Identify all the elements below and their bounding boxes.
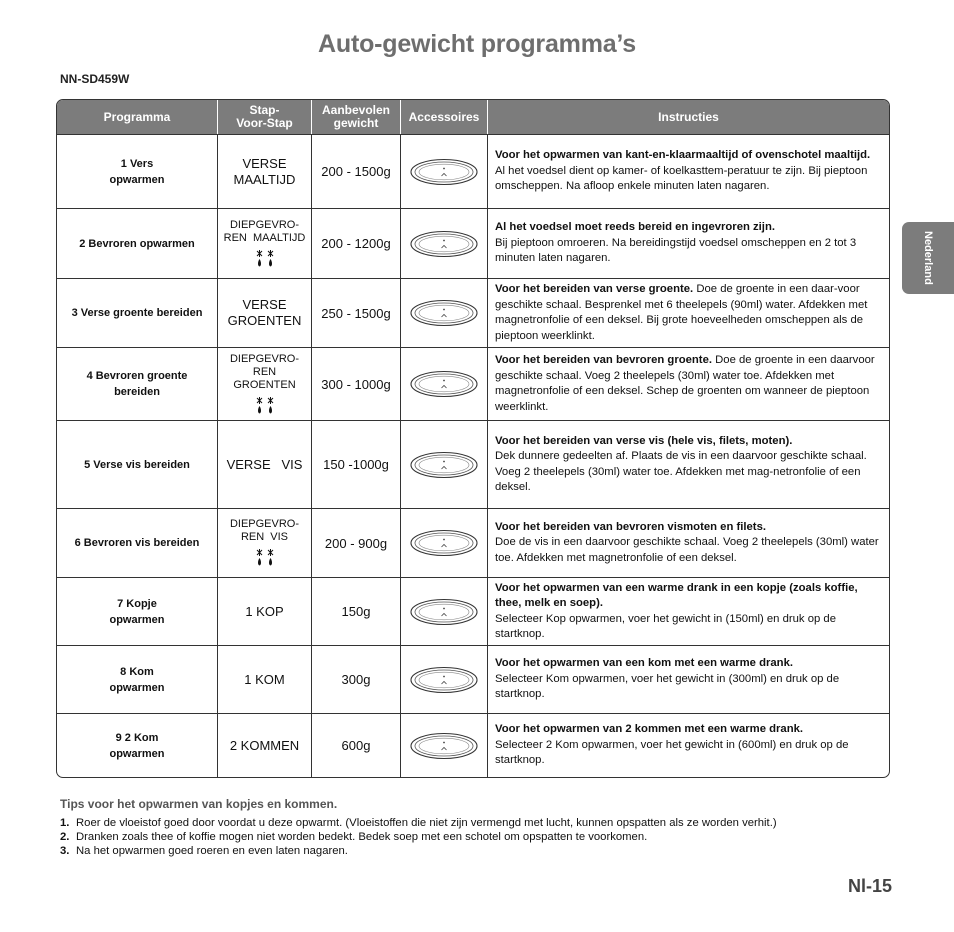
- weight-cell: [312, 713, 401, 777]
- instruction-cell: [488, 347, 889, 420]
- turntable-plate-icon: [409, 158, 479, 186]
- weight-cell: [312, 645, 401, 713]
- auto-weight-table: [56, 99, 890, 778]
- header-instructions: Instructies: [488, 100, 889, 134]
- step-label: DIEPGEVRO- REN GROENTEN: [229, 352, 300, 391]
- program-name: 3 Verse groente bereiden: [71, 307, 203, 319]
- step-cell: [218, 134, 312, 208]
- weight-value: 150g: [341, 604, 371, 619]
- instruction-cell: [488, 208, 889, 278]
- step-label: DIEPGEVRO- REN VIS: [229, 518, 300, 543]
- program-cell: [57, 577, 218, 645]
- weight-cell: [312, 420, 401, 508]
- step-label: 1 KOP: [245, 603, 284, 619]
- step-cell: [218, 208, 312, 278]
- step-label: 2 KOMMEN: [229, 737, 300, 753]
- header-step: Stap- Voor-Stap: [218, 100, 312, 134]
- step-cell: [218, 645, 312, 713]
- program-name: 4 Bevroren groente bereiden: [86, 370, 188, 398]
- turntable-plate-icon: [409, 230, 479, 258]
- header-weight: Aanbevolen gewicht: [312, 100, 401, 134]
- weight-cell: [312, 278, 401, 347]
- program-name: 8 Kom opwarmen: [109, 665, 165, 694]
- step-cell: [218, 508, 312, 577]
- instruction-cell: [488, 508, 889, 577]
- header-accessories: Accessoires: [401, 100, 488, 134]
- weight-cell: [312, 347, 401, 420]
- instruction-text: Dek dunnere gedeelten af. Plaats de vis in een daarvoor geschikte schaal. Voeg 2 theelepels (30ml) water toe. Afdekken met mag-netronfolie of een deksel.: [495, 450, 867, 493]
- instruction-heading: Voor het opwarmen van een kom met een warme drank.: [495, 657, 793, 670]
- program-cell: [57, 645, 218, 713]
- weight-value: 150 -1000g: [323, 457, 389, 472]
- page-number: Nl-15: [848, 876, 893, 896]
- program-name: 6 Bevroren vis bereiden: [74, 537, 200, 549]
- step-label: DIEPGEVRO- REN MAALTIJD: [223, 218, 306, 244]
- page-title: Auto-gewicht programma’s: [318, 30, 636, 58]
- instruction-text: Selecteer Kom opwarmen, voer het gewicht in (300ml) en druk op de startknop.: [495, 672, 840, 701]
- turntable-plate-icon: [409, 299, 479, 327]
- weight-value: 200 - 1200g: [321, 236, 391, 251]
- tip-item: 2. Dranken zoals thee of koffie mogen niet worden bedekt. Bedek soep met een schotel om opspatten te voorkomen.: [60, 831, 648, 843]
- weight-cell: [312, 208, 401, 278]
- program-cell: [57, 508, 218, 577]
- turntable-plate-icon: [409, 370, 479, 398]
- step-label: VERSE GROENTEN: [227, 297, 302, 328]
- weight-value: 200 - 900g: [324, 535, 388, 551]
- tip-item: 3. Na het opwarmen goed roeren en even laten nagaren.: [60, 845, 348, 857]
- weight-cell: [312, 134, 401, 208]
- weight-cell: [312, 508, 401, 577]
- frozen-droplets-icon: [254, 396, 276, 416]
- turntable-plate-icon: [409, 666, 479, 694]
- instruction-cell: [488, 420, 889, 508]
- program-cell: [57, 713, 218, 777]
- step-cell: [218, 347, 312, 420]
- program-cell: [57, 420, 218, 508]
- program-name: 9 2 Kom opwarmen: [109, 731, 165, 760]
- weight-value: 200 - 1500g: [321, 164, 391, 179]
- instruction-cell: [488, 577, 889, 645]
- accessory-cell: [401, 645, 488, 713]
- tips-list: [60, 816, 777, 858]
- instruction-heading: Voor het bereiden van bevroren groente.: [495, 354, 712, 366]
- accessory-cell: [401, 134, 488, 208]
- instruction-text: Doe de groente in een daarvoor geschikte schaal. Voeg 2 theelepels (30ml) water toe. Afdekken met magnetronfolie of een deksel. Schep de groenten om wanneer de pieptoon weerklinkt.: [495, 354, 875, 413]
- instruction-heading: Voor het opwarmen van kant-en-klaarmaaltijd of ovenschotel maaltijd.: [495, 149, 871, 162]
- weight-cell: [312, 577, 401, 645]
- program-cell: [57, 208, 218, 278]
- step-label: VERSE MAALTIJD: [233, 155, 296, 187]
- instruction-text: Doe de vis in een daarvoor geschikte schaal. Voeg 2 theelepels (30ml) water toe. Afdekken met magnetronfolie of een deksel.: [495, 536, 879, 564]
- instruction-heading: Voor het opwarmen van 2 kommen met een warme drank.: [495, 723, 804, 736]
- instruction-cell: [488, 713, 889, 777]
- frozen-droplets-icon: [254, 548, 276, 568]
- weight-value: 600g: [341, 738, 371, 753]
- instruction-heading: Voor het bereiden van verse groente.: [495, 283, 694, 295]
- step-cell: [218, 420, 312, 508]
- accessory-cell: [401, 420, 488, 508]
- program-name: 1 Vers opwarmen: [109, 157, 165, 186]
- program-name: 2 Bevroren opwarmen: [79, 237, 195, 250]
- instruction-text: Selecteer Kop opwarmen, voer het gewicht in (150ml) en druk op de startknop.: [495, 612, 836, 640]
- instruction-cell: [488, 645, 889, 713]
- accessory-cell: [401, 347, 488, 420]
- accessory-cell: [401, 577, 488, 645]
- instruction-text: Selecteer 2 Kom opwarmen, voer het gewicht in (600ml) en druk op de startknop.: [495, 738, 849, 767]
- step-label: 1 KOM: [244, 671, 285, 687]
- instruction-heading: Al het voedsel moet reeds bereid en ingevroren zijn.: [495, 221, 775, 234]
- accessory-cell: [401, 278, 488, 347]
- accessory-cell: [401, 713, 488, 777]
- instruction-text: Al het voedsel dient op kamer- of koelkasttem-peratuur te zijn. Bij pieptoon omscheppen. Na afloop enkele minuten laten nagaren.: [495, 164, 868, 193]
- model-number: NN-SD459W: [60, 72, 130, 86]
- accessory-cell: [401, 508, 488, 577]
- program-name: 7 Kopje opwarmen: [109, 597, 165, 626]
- step-cell: [218, 278, 312, 347]
- step-label: VERSE VIS: [226, 456, 303, 472]
- program-cell: [57, 347, 218, 420]
- program-cell: [57, 278, 218, 347]
- step-cell: [218, 713, 312, 777]
- turntable-plate-icon: [409, 598, 479, 626]
- tips-title: Tips voor het opwarmen van kopjes en kommen.: [60, 797, 338, 811]
- program-name: 5 Verse vis bereiden: [84, 458, 190, 471]
- instruction-cell: [488, 278, 889, 347]
- frozen-droplets-icon: [254, 249, 276, 269]
- instruction-heading: Voor het opwarmen van een warme drank in een kopje (zoals koffie, thee, melk en soep).: [495, 581, 858, 609]
- turntable-plate-icon: [409, 732, 479, 760]
- weight-value: 300 - 1000g: [321, 376, 391, 392]
- instruction-heading: Voor het bereiden van verse vis (hele vis, filets, moten).: [495, 434, 793, 447]
- header-program: Programma: [57, 100, 218, 134]
- weight-value: 300g: [341, 672, 371, 687]
- instruction-text: Doe de groente in een daar-voor geschikte schaal. Besprenkel met 6 theelepels (90ml) water. Afdekken met magnetronfolie of een deksel. Bij grote hoeveelheden omscheppen als de pieptoon weerklinkt.: [495, 283, 868, 342]
- turntable-plate-icon: [409, 529, 479, 557]
- turntable-plate-icon: [409, 451, 479, 479]
- program-cell: [57, 134, 218, 208]
- tip-item: 1. Roer de vloeistof goed door voordat u deze opwarmt. (Vloeistoffen die niet zijn vermengd met lucht, kunnen opspatten als ze worden verhit.): [60, 817, 777, 829]
- instruction-heading: Voor het bereiden van bevroren vismoten en filets.: [495, 520, 766, 533]
- instruction-cell: [488, 134, 889, 208]
- instruction-text: Bij pieptoon omroeren. Na bereidingstijd voedsel omscheppen en 2 tot 3 minuten laten nagaren.: [495, 236, 857, 265]
- weight-value: 250 - 1500g: [321, 305, 391, 321]
- accessory-cell: [401, 208, 488, 278]
- step-cell: [218, 577, 312, 645]
- language-side-tab: Nederland: [902, 222, 954, 294]
